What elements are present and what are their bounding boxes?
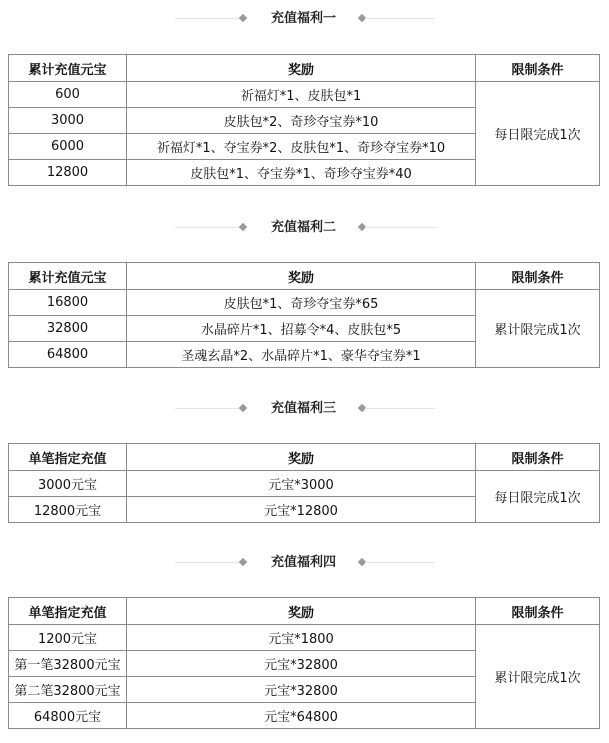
reward-cell: 元宝*64800 [127,703,476,729]
table-row [9,471,600,497]
reward-cell: 祈福灯*1、皮肤包*1 [127,82,476,108]
condition-cell: 每日限完成1次 [476,82,600,186]
condition-cell: 累计限完成1次 [476,290,600,368]
reward-cell: 元宝*32800 [127,651,476,677]
reward-cell: 圣魂玄晶*2、水晶碎片*1、豪华夺宝券*1 [127,342,476,368]
reward-cell: 皮肤包*2、奇珍夺宝券*10 [127,108,476,134]
divider-line [175,408,245,409]
reward-cell: 元宝*32800 [127,677,476,703]
amount-cell: 16800 [9,290,127,316]
column-header-amount: 单笔指定充值 [9,598,127,625]
reward-cell: 元宝*12800 [127,497,476,523]
condition-cell: 累计限完成1次 [476,625,600,729]
reward-cell: 皮肤包*1、夺宝券*1、奇珍夺宝券*40 [127,160,476,186]
column-header-condition: 限制条件 [476,263,600,290]
divider-line [175,227,245,228]
condition-cell: 每日限完成1次 [476,471,600,523]
divider-line [175,562,245,563]
column-header-reward: 奖励 [127,263,476,290]
diamond-icon [239,223,247,231]
amount-cell: 64800元宝 [9,703,127,729]
reward-cell: 水晶碎片*1、招募令*4、皮肤包*5 [127,316,476,342]
column-header-amount: 累计充值元宝 [9,263,127,290]
amount-cell: 12800 [9,160,127,186]
section-title-3 [0,399,609,419]
column-header-reward: 奖励 [127,444,476,471]
divider-line [365,227,435,228]
amount-cell: 64800 [9,342,127,368]
divider-line [365,562,435,563]
reward-table-1 [8,54,600,186]
amount-cell: 6000 [9,134,127,160]
section-title-label: 充值福利四 [270,555,336,570]
divider-line [365,18,435,19]
amount-cell: 600 [9,82,127,108]
section-title-1 [0,9,609,29]
table-header-row [9,598,600,625]
reward-cell: 皮肤包*1、奇珍夺宝券*65 [127,290,476,316]
table-header-row [9,444,600,471]
reward-cell: 元宝*1800 [127,625,476,651]
amount-cell: 3000元宝 [9,471,127,497]
reward-cell: 祈福灯*1、夺宝券*2、皮肤包*1、奇珍夺宝券*10 [127,134,476,160]
section-title-label: 充值福利三 [270,401,336,416]
amount-cell: 3000 [9,108,127,134]
section-title-label: 充值福利一 [270,11,336,26]
column-header-reward: 奖励 [127,55,476,82]
amount-cell: 12800元宝 [9,497,127,523]
amount-cell: 第二笔32800元宝 [9,677,127,703]
amount-cell: 第一笔32800元宝 [9,651,127,677]
reward-table-4 [8,597,600,729]
diamond-icon [239,404,247,412]
column-header-reward: 奖励 [127,598,476,625]
amount-cell: 1200元宝 [9,625,127,651]
divider-line [365,408,435,409]
column-header-condition: 限制条件 [476,55,600,82]
section-title-2 [0,218,609,238]
divider-line [175,18,245,19]
table-row [9,290,600,316]
diamond-icon [239,558,247,566]
diamond-icon [239,14,247,22]
reward-cell: 元宝*3000 [127,471,476,497]
table-header-row [9,55,600,82]
reward-table-3 [8,443,600,523]
column-header-amount: 累计充值元宝 [9,55,127,82]
amount-cell: 32800 [9,316,127,342]
table-row [9,625,600,651]
column-header-condition: 限制条件 [476,598,600,625]
section-title-4 [0,553,609,573]
table-row [9,82,600,108]
column-header-condition: 限制条件 [476,444,600,471]
column-header-amount: 单笔指定充值 [9,444,127,471]
reward-table-2 [8,262,600,368]
section-title-label: 充值福利二 [270,220,336,235]
table-header-row [9,263,600,290]
